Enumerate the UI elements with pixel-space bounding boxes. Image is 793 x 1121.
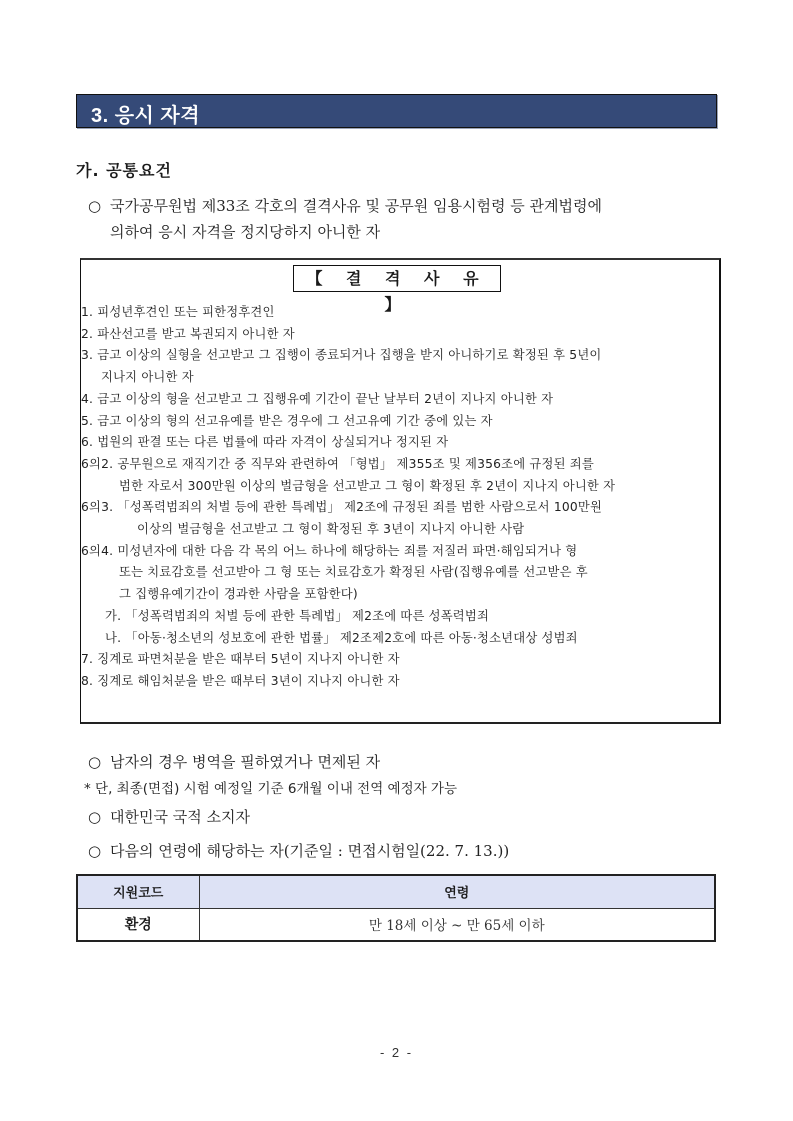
header-code: 지원코드	[77, 875, 199, 908]
intro-line-2: 의하여 응시 자격을 정지당하지 아니한 자	[110, 223, 381, 241]
cell-age: 만 18세 이상 ~ 만 65세 이하	[199, 908, 715, 941]
reason-item: 6의3. 「성폭력범죄의 처벌 등에 관한 특례법」 제2조에 규정된 죄를 범한 사람으로서 100만원	[81, 500, 603, 515]
reason-item: 6의2. 공무원으로 재직기간 중 직무와 관련하여 「형법」 제355조 및 제356조에 규정된 죄를	[81, 456, 594, 471]
reason-item: 2. 파산선고를 받고 복권되지 아니한 자	[81, 326, 295, 341]
subsection-title: 가. 공통요건	[76, 161, 172, 180]
disqualification-box	[80, 258, 721, 724]
reason-item: 6. 법원의 판결 또는 다른 법률에 따라 자격이 상실되거나 정지된 자	[81, 435, 449, 450]
age-requirement	[88, 838, 724, 864]
age-table	[76, 874, 716, 942]
reason-item: 5. 금고 이상의 형의 선고유예를 받은 경우에 그 선고유예 기간 중에 있는 자	[81, 413, 493, 428]
circle-bullet-icon: ○	[88, 808, 102, 826]
circle-bullet-icon: ○	[88, 753, 102, 771]
circle-bullet-icon: ○	[88, 842, 102, 860]
reason-item: 8. 징계로 해임처분을 받은 때부터 3년이 지나지 아니한 자	[81, 673, 400, 688]
reason-item-continuation: 그 집행유예기간이 경과한 사람을 포함한다)	[119, 587, 358, 602]
reason-item-continuation: 지나지 아니한 자	[101, 370, 194, 385]
section-heading-bar	[76, 94, 717, 128]
reason-item: 1. 피성년후견인 또는 피한정후견인	[81, 305, 275, 319]
age-text: 다음의 연령에 해당하는 자(기준일 : 면접시험일(22. 7. 13.))	[110, 842, 510, 860]
military-note: * 단, 최종(면접) 시험 예정일 기준 6개월 이내 전역 예정자 가능	[84, 781, 458, 797]
reason-item: 6의4. 미성년자에 대한 다음 각 목의 어느 하나에 해당하는 죄를 저질러 파면·해임되거나 형	[81, 543, 578, 558]
reason-item: 4. 금고 이상의 형을 선고받고 그 집행유예 기간이 끝난 날부터 2년이 지나지 아니한 자	[81, 391, 554, 406]
reason-item: 3. 금고 이상의 실형을 선고받고 그 집행이 종료되거나 집행을 받지 아니하기로 확정된 후 5년이	[81, 348, 602, 363]
reason-subitem: 가. 「성폭력범죄의 처벌 등에 관한 특례법」 제2조에 따른 성폭력범죄	[105, 608, 490, 623]
cell-code: 환경	[77, 908, 199, 941]
reason-subitem: 나. 「아동·청소년의 성보호에 관한 법률」 제2조제2호에 따른 아동·청소년대상 성범죄	[105, 630, 578, 645]
nationality-text: 대한민국 국적 소지자	[110, 808, 250, 826]
military-text: 남자의 경우 병역을 필하였거나 면제된 자	[110, 753, 381, 771]
circle-bullet-icon: ○	[88, 197, 102, 215]
military-requirement	[88, 749, 724, 775]
intro-paragraph	[88, 193, 724, 245]
header-age: 연령	[199, 875, 715, 908]
reason-item-continuation: 범한 자로서 300만원 이상의 벌금형을 선고받고 그 형이 확정된 후 2년이 지나지 아니한 자	[119, 478, 616, 493]
reason-item: 7. 징계로 파면처분을 받은 때부터 5년이 지나지 아니한 자	[81, 652, 400, 667]
disqualification-title: 【 결 격 사 유 】	[293, 265, 501, 292]
section-title: 3. 응시 자격	[91, 105, 201, 127]
table-row	[77, 908, 715, 941]
disqualification-list	[81, 302, 719, 693]
table-header-row	[77, 875, 715, 908]
nationality-requirement	[88, 804, 724, 830]
intro-line-1: 국가공무원법 제33조 각호의 결격사유 및 공무원 임용시험령 등 관계법령에	[110, 197, 602, 215]
reason-item-continuation: 또는 치료감호를 선고받아 그 형 또는 치료감호가 확정된 사람(집행유예를 선고받은 후	[119, 565, 588, 580]
page-number: - 2 -	[379, 1045, 414, 1060]
reason-item-continuation: 이상의 벌금형을 선고받고 그 형이 확정된 후 3년이 지나지 아니한 사람	[137, 522, 525, 537]
